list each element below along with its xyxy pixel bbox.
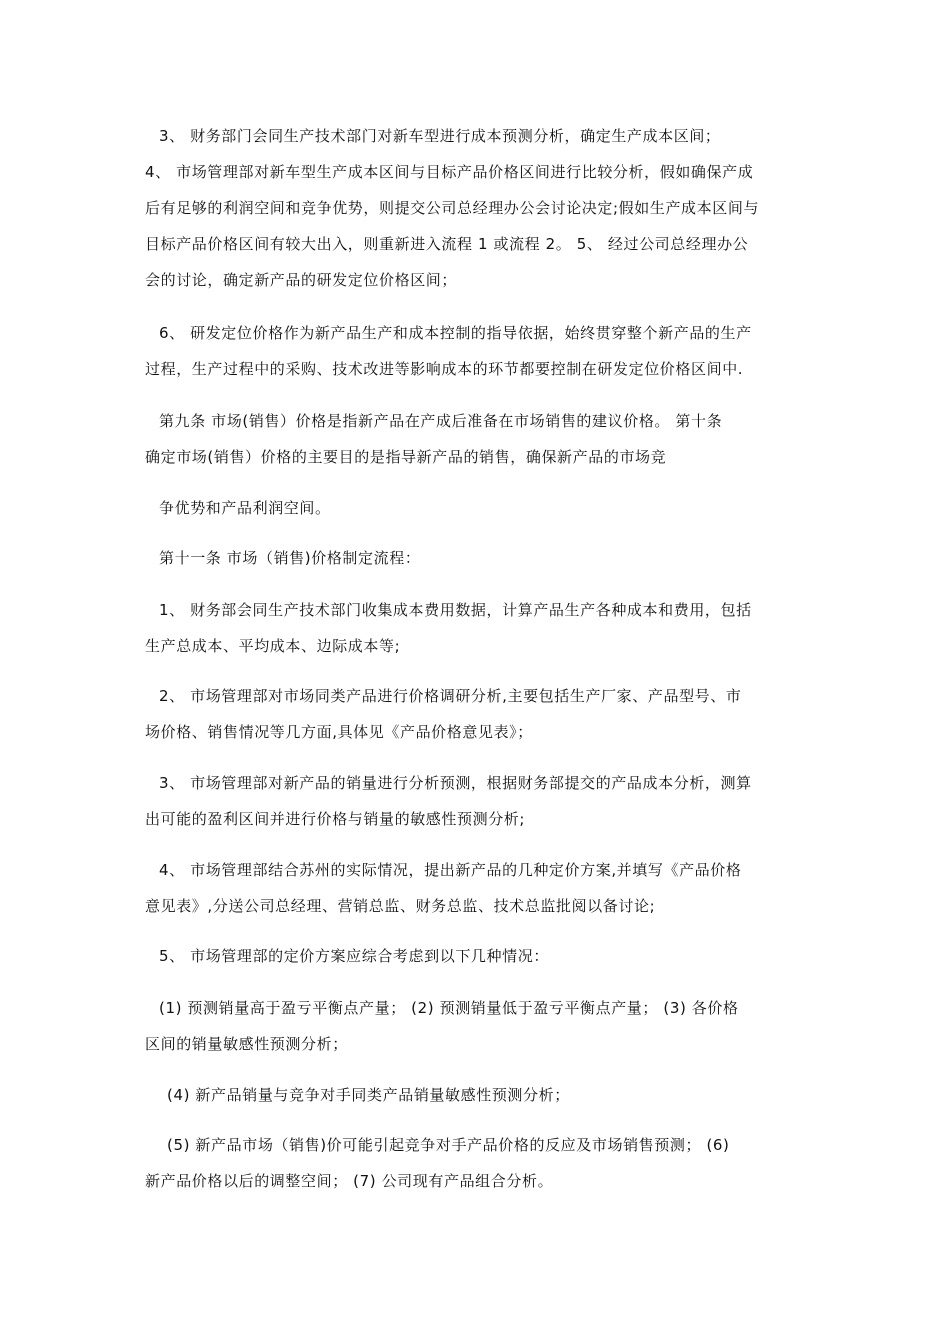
text-line: 第十一条 市场（销售)价格制定流程： [159,549,421,567]
step-5-considerations [145,938,813,974]
article-9-10 [145,403,813,475]
text-line: 2、 市场管理部对市场同类产品进行价格调研分析,主要包括生产厂家、产品型号、市 [159,687,742,705]
text-line: 区间的销量敏感性预测分析； [145,1035,348,1053]
text-line: 出可能的盈利区间并进行价格与销量的敏感性预测分析; [145,810,526,828]
text-line: 新产品价格以后的调整空间； (7) 公司现有产品组合分析。 [145,1172,554,1190]
text-line: 4、 市场管理部结合苏州的实际情况，提出新产品的几种定价方案,并填写《产品价格 [159,861,742,879]
step-1-cost-data [145,592,813,664]
step-3-sales-forecast [145,765,813,837]
text-line: 会的讨论，确定新产品的研发定位价格区间； [145,271,458,289]
text-line: 1、 财务部会同生产技术部门收集成本费用数据，计算产品生产各种成本和费用，包括 [159,601,752,619]
text-line: 确定市场(销售）价格的主要目的是指导新产品的销售，确保新产品的市场竞 [145,448,667,466]
paragraph-4-market-comparison [145,154,813,298]
text-line: 后有足够的利润空间和竞争优势，则提交公司总经理办公会讨论决定;假如生产成本区间与 [145,199,760,217]
text-line: 过程，生产过程中的采购、技术改进等影响成本的环节都要控制在研发定位价格区间中. [145,360,744,378]
article-10-continuation [145,490,813,526]
consideration-4 [145,1077,813,1113]
text-line: (1) 预测销量高于盈亏平衡点产量； (2) 预测销量低于盈亏平衡点产量； (3) 各价格 [159,999,739,1017]
article-11-heading [145,540,813,576]
text-line: (4) 新产品销量与竞争对手同类产品销量敏感性预测分析； [167,1086,570,1104]
text-line: 4、 市场管理部对新车型生产成本区间与目标产品价格区间进行比较分析，假如确保产成 [145,163,754,181]
text-line: 目标产品价格区间有较大出入，则重新进入流程 1 或流程 2。 5、 经过公司总经理办公 [145,235,749,253]
text-line: 3、 财务部门会同生产技术部门对新车型进行成本预测分析，确定生产成本区间； [159,127,721,145]
text-line: 生产总成本、平均成本、边际成本等; [145,637,401,655]
considerations-1-3 [145,990,813,1062]
text-line: (5) 新产品市场（销售)价可能引起竞争对手产品价格的反应及市场销售预测； (6) [167,1136,730,1154]
text-line: 争优势和产品利润空间。 [159,499,331,517]
considerations-5-7 [145,1127,813,1199]
paragraph-6-rd-pricing [145,315,813,387]
step-2-market-research [145,678,813,750]
text-line: 3、 市场管理部对新产品的销量进行分析预测，根据财务部提交的产品成本分析，测算 [159,774,752,792]
text-line: 第九条 市场(销售）价格是指新产品在产成后准备在市场销售的建议价格。 第十条 [159,412,723,430]
text-line: 5、 市场管理部的定价方案应综合考虑到以下几种情况： [159,947,549,965]
text-line: 6、 研发定位价格作为新产品生产和成本控制的指导依据，始终贯穿整个新产品的生产 [159,324,752,342]
paragraph-3-cost-forecast [145,118,813,154]
text-line: 意见表》,分送公司总经理、营销总监、财务总监、技术总监批阅以备讨论; [145,897,656,915]
step-4-pricing-plans [145,852,813,924]
text-line: 场价格、销售情况等几方面,具体见《产品价格意见表》； [145,723,533,741]
